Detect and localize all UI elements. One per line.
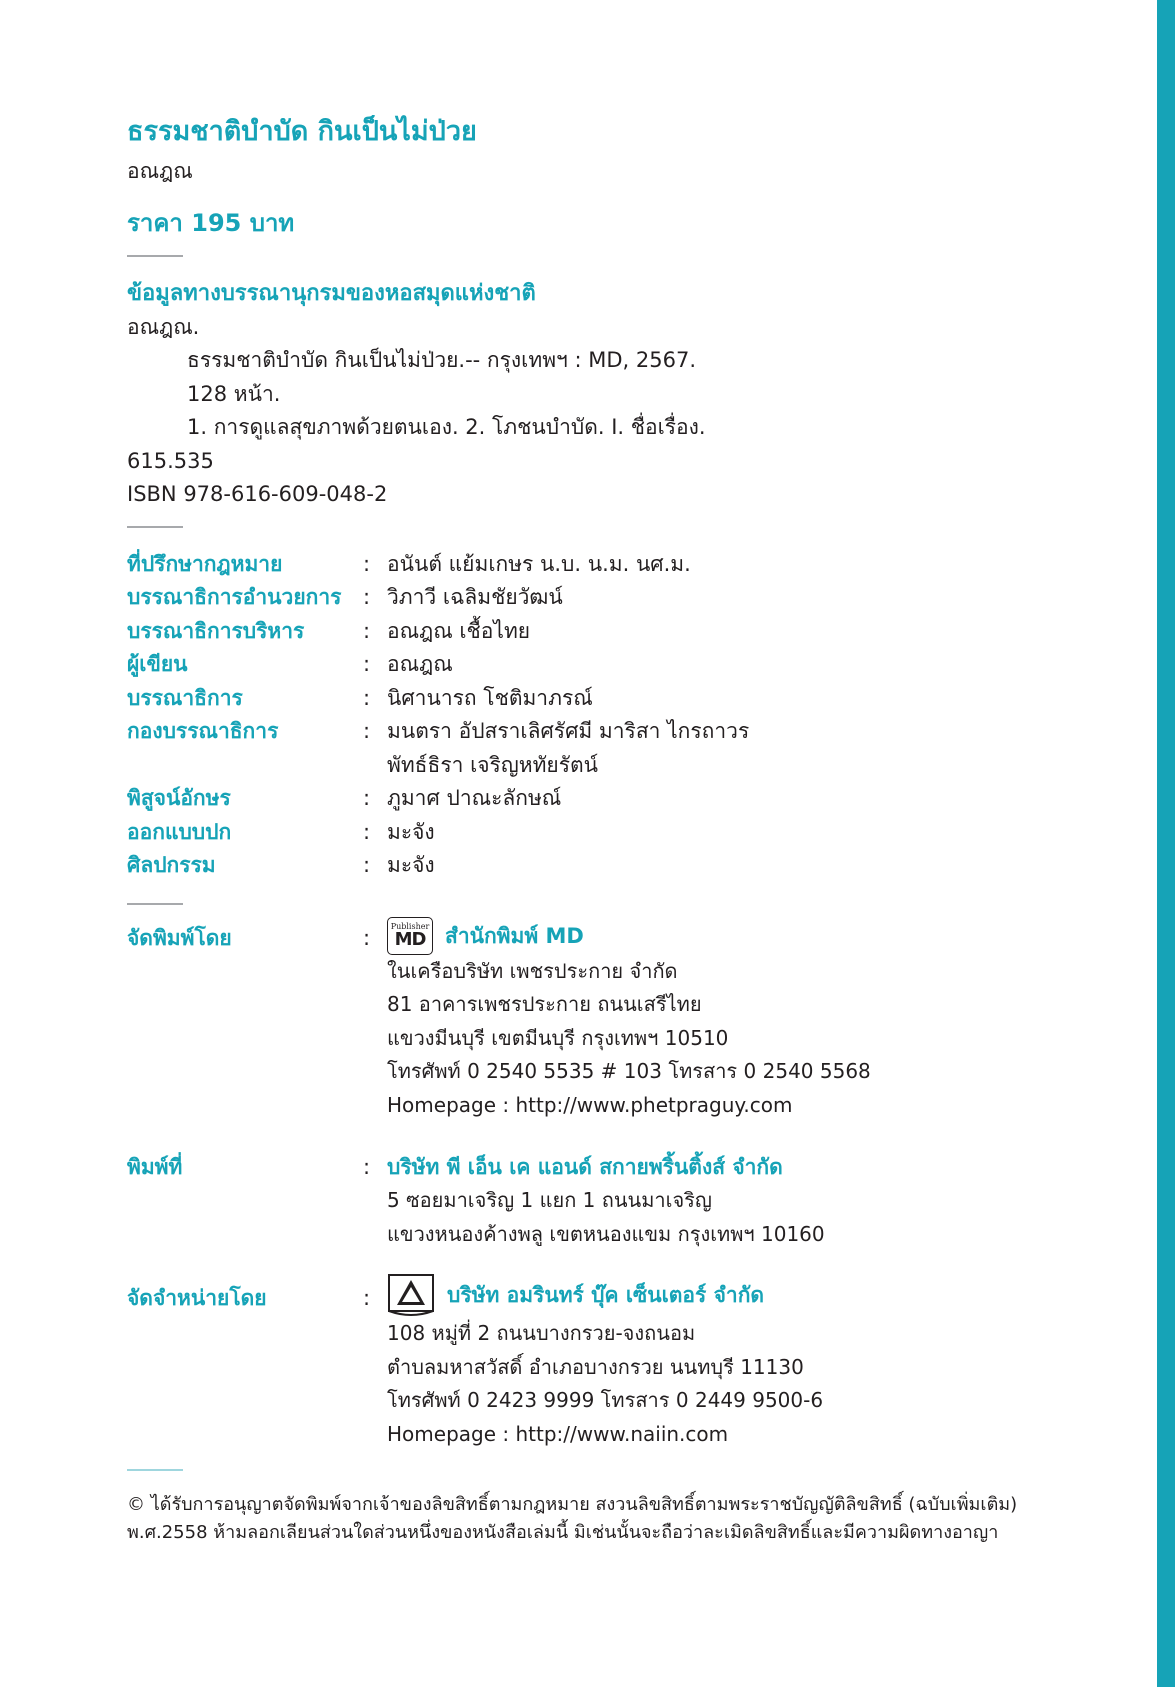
book-author: อณฎณ [127, 159, 193, 183]
publisher-line: ในเครือบริษัท เพชรประกาย จำกัด [387, 958, 678, 983]
credit-row: บรรณาธิการอำนวยการ : วิภาวี เฉลิมชัยวัฒน์ [127, 581, 1117, 615]
printer-name: บริษัท พี เอ็น เค แอนด์ สกายพริ้นติ้งส์ จำกัด [387, 1155, 783, 1179]
naiin-book-logo-icon [387, 1273, 435, 1317]
credit-label: ศิลปกรรม [127, 853, 216, 877]
catalog-heading: ข้อมูลทางบรรณานุกรมของหอสมุดแห่งชาติ [127, 280, 536, 306]
publisher-line: โทรศัพท์ 0 2540 5535 # 103 โทรสาร 0 2540 5568 [387, 1059, 871, 1083]
distributor-block: จัดจำหน่ายโดย : บริษัท อมรินทร์ บุ๊ค เซ็นเตอร์ จำกัด 108 หมู่ที่ 2 ถนนบางกรวย-จงถนอม ตำบลมหาสวัสดิ์ อำเภอบางกรวย นนทบุรี 11130 โทรศัพท์ 0 2423 9999 โทรสาร 0 2449 9500-6 Homepage : http://www.naiin.com [127, 1273, 1117, 1451]
copyright-notice-line: © ได้รับการอนุญาตจัดพิมพ์จากเจ้าของลิขสิทธิ์ตามกฎหมาย สงวนลิขสิทธิ์ตามพระราชบัญญัติลิขสิทธิ์ (ฉบับเพิ่มเติม) [127, 1494, 1018, 1515]
credit-value: ภูมาศ ปาณะลักษณ์ [387, 786, 562, 810]
credit-value: วิภาวี เฉลิมชัยวัฒน์ [387, 585, 563, 609]
distributor-homepage: Homepage : http://www.naiin.com [387, 1421, 729, 1446]
distributor-line: โทรศัพท์ 0 2423 9999 โทรสาร 0 2449 9500-6 [387, 1388, 824, 1412]
catalog-entry: ธรรมชาติบำบัด กินเป็นไม่ป่วย.-- กรุงเทพฯ : MD, 2567. [187, 348, 697, 372]
catalog-isbn: ISBN 978-616-609-048-2 [127, 482, 388, 506]
publisher-label: จัดพิมพ์โดย [127, 925, 232, 950]
credit-label: ผู้เขียน [127, 652, 188, 676]
credit-label [127, 749, 363, 783]
printer-label: พิมพ์ที่ [127, 1155, 183, 1179]
printer-details [387, 1150, 1117, 1251]
credit-label: พิสูจน์อักษร [127, 786, 231, 810]
credits-list [127, 548, 1117, 883]
credit-label: บรรณาธิการ [127, 685, 243, 710]
credit-row: กองบรรณาธิการ : มนตรา อัปสราเลิศรัศมี มาริสา ไกรถาวร [127, 715, 1117, 749]
credit-value: มะจัง [387, 853, 435, 877]
credit-value: อณฎณ เชื้อไทย [387, 618, 531, 643]
distributor-line: 108 หมู่ที่ 2 ถนนบางกรวย-จงถนอม [387, 1321, 696, 1345]
distributor-label: จัดจำหน่ายโดย [127, 1286, 267, 1310]
divider [127, 1469, 183, 1471]
book-title: ธรรมชาติบำบัด กินเป็นไม่ป่วย [127, 116, 477, 147]
catalog-subjects: 1. การดูแลสุขภาพด้วยตนเอง. 2. โภชนบำบัด. I. ชื่อเรื่อง. [187, 415, 706, 439]
publisher-details [387, 917, 1117, 1123]
md-publisher-logo-icon: Publisher MD [387, 917, 433, 955]
catalog-class-number: 615.535 [127, 448, 214, 473]
publisher-line: 81 อาคารเพชรประกาย ถนนเสรีไทย [387, 992, 702, 1016]
credit-value: อนันต์ แย้มเกษร น.บ. น.ม. นศ.ม. [387, 551, 691, 576]
printer-line: 5 ซอยมาเจริญ 1 แยก 1 ถนนมาเจริญ [387, 1188, 712, 1212]
credit-label: บรรณาธิการบริหาร [127, 618, 305, 643]
page-edge-bar [1157, 0, 1175, 1687]
divider [127, 255, 183, 257]
credit-row: บรรณาธิการ : นิศานารถ โชติมาภรณ์ [127, 682, 1117, 716]
divider [127, 526, 183, 528]
credit-row: ที่ปรึกษากฎหมาย : อนันต์ แย้มเกษร น.บ. น.ม. นศ.ม. [127, 548, 1117, 582]
publisher-heading [387, 917, 1117, 955]
credit-label: บรรณาธิการอำนวยการ [127, 585, 342, 609]
publisher-block: จัดพิมพ์โดย : Publisher MD สำนักพิมพ์ MD ในเครือบริษัท เพชรประกาย จำกัด 81 อาคารเพชรประกาย ถนนเสรีไทย แขวงมีนบุรี เขตมีนบุรี กรุงเทพฯ 10510 โทรศัพท์ 0 2540 5535 # 103 โทรสาร 0 2540 5568 Homepage : http://www.phetpraguy.com [127, 917, 1117, 1123]
credit-row: ผู้เขียน : อณฎณ [127, 648, 1117, 682]
credit-value: พัทธ์ธิรา เจริญหทัยรัตน์ [387, 752, 598, 777]
credit-row: ศิลปกรรม : มะจัง [127, 849, 1117, 883]
divider [127, 903, 183, 905]
copyright-page [127, 112, 1117, 1547]
credit-label: ที่ปรึกษากฎหมาย [127, 551, 283, 576]
distributor-name: บริษัท อมรินทร์ บุ๊ค เซ็นเตอร์ จำกัด [447, 1283, 765, 1307]
book-price: ราคา 195 บาท [127, 208, 295, 237]
credit-label: กองบรรณาธิการ [127, 719, 279, 743]
credit-value: นิศานารถ โชติมาภรณ์ [387, 685, 593, 710]
distributor-details [387, 1273, 1117, 1451]
credit-row: พิสูจน์อักษร : ภูมาศ ปาณะลักษณ์ [127, 782, 1117, 816]
credit-row: ออกแบบปก : มะจัง [127, 816, 1117, 850]
printer-line: แขวงหนองค้างพลู เขตหนองแขม กรุงเทพฯ 10160 [387, 1221, 825, 1246]
credit-value: อณฎณ [387, 652, 453, 676]
publisher-line: แขวงมีนบุรี เขตมีนบุรี กรุงเทพฯ 10510 [387, 1025, 729, 1050]
credit-value: มนตรา อัปสราเลิศรัศมี มาริสา ไกรถาวร [387, 719, 750, 743]
catalog-author: อณฎณ. [127, 314, 200, 339]
credit-row: บรรณาธิการบริหาร : อณฎณ เชื้อไทย [127, 615, 1117, 649]
credit-row [127, 749, 1117, 783]
credit-value: มะจัง [387, 819, 435, 844]
copyright-notice-line: พ.ศ.2558 ห้ามลอกเลียนส่วนใดส่วนหนึ่งของหนังสือเล่มนี้ มิเช่นนั้นจะถือว่าละเมิดลิขสิทธิ์และมีความผิดทางอาญา [127, 1522, 999, 1543]
distributor-line: ตำบลมหาสวัสดิ์ อำเภอบางกรวย นนทบุรี 11130 [387, 1354, 804, 1379]
credit-label: ออกแบบปก [127, 819, 232, 844]
distributor-heading [387, 1273, 1117, 1317]
printer-block: พิมพ์ที่ : บริษัท พี เอ็น เค แอนด์ สกายพริ้นติ้งส์ จำกัด 5 ซอยมาเจริญ 1 แยก 1 ถนนมาเจริญ แขวงหนองค้างพลู เขตหนองแขม กรุงเทพฯ 10160 [127, 1150, 1117, 1251]
catalog-pages: 128 หน้า. [187, 381, 281, 406]
publisher-name: สำนักพิมพ์ MD [445, 923, 584, 948]
publisher-homepage: Homepage : http://www.phetpraguy.com [387, 1092, 793, 1117]
